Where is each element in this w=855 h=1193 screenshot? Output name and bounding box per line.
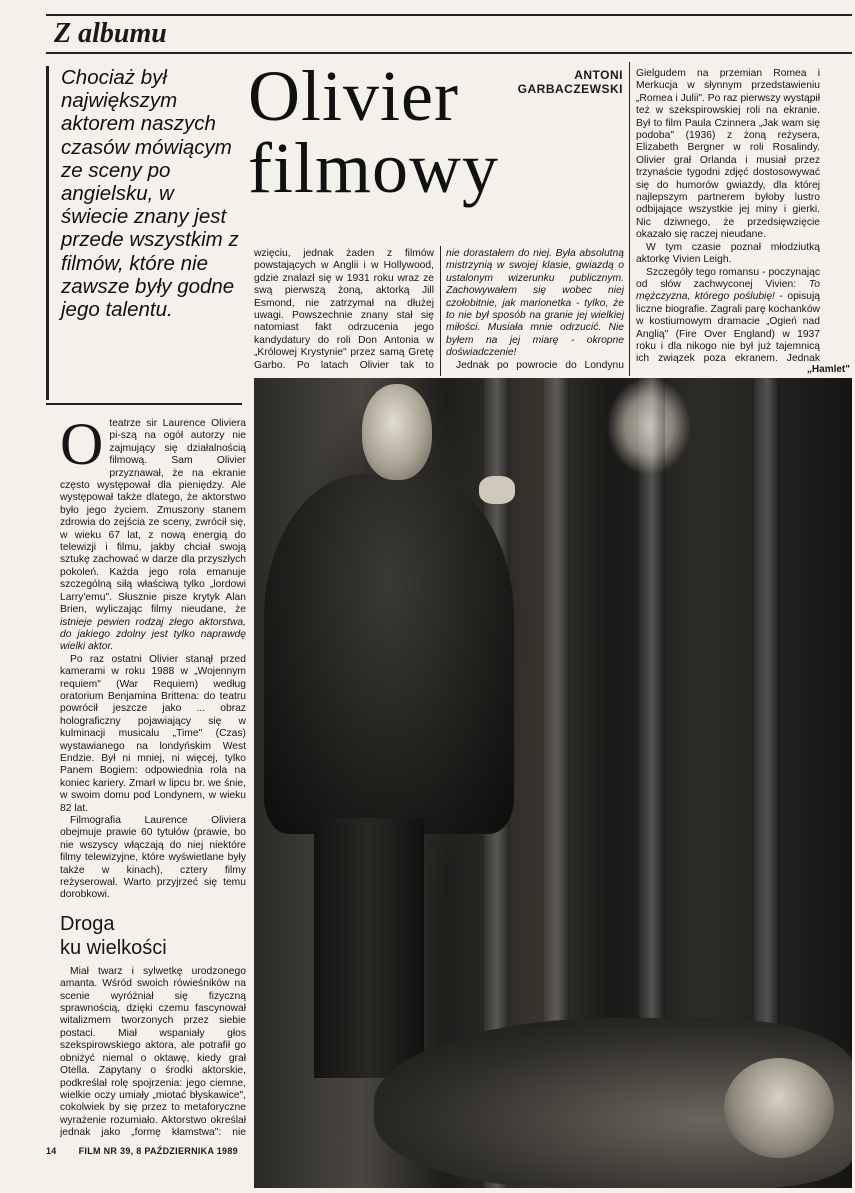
author-first-name: ANTONI	[574, 68, 623, 82]
paragraph: Filmografia Laurence Oliviera obejmuje prawie 60 tytułów (prawie, bo nie wszyscy włączają do niej niektóre filmy telewizyjne, które wyświetlane były także w kinach), cztery filmy reżyserował. Warto przyjrzeć się temu dorobkowi.	[60, 815, 246, 901]
paragraph-emphasis: To mężczyzna, którego poślubię!	[636, 278, 820, 303]
lying-figure-head	[724, 1058, 834, 1158]
drop-cap: O	[60, 418, 104, 477]
page-number: 14	[46, 1146, 57, 1156]
article-column-2	[254, 248, 434, 372]
photo-caption: „Hamlet"	[806, 364, 850, 375]
column-rule	[629, 62, 630, 376]
article-column-1	[60, 418, 246, 1140]
column-rule	[440, 246, 441, 376]
paragraph: Jednak po powrocie do Londynu	[456, 359, 624, 371]
paragraph-emphasis: istnieje pewien rodzaj złego aktorstwa, do jakiego zdolny jest tylko naprawdę wielki aktor.	[60, 616, 246, 653]
paragraph: Po raz ostatni Olivier stanął przed kamerami w roku 1988 w „Wojennym requiem" (War Requiem) według oratorium Benjamina Brittena: do teatru powrócił jeszcze jako ... obraz holograficzny pojawiający się w kulminacji musicalu „Time" (Czas) wystawianego na londyńskim West Endzie. Był ni mniej, ni więcej, tylko Panem Bogiem: odpowiednia rola na koniec kariery. Zmarł w lipcu br. we śnie, w swoim domu pod Londynem, w wieku 82 lat.	[60, 653, 246, 814]
section-label: Z albumu	[54, 18, 167, 49]
paragraph: W tym czasie poznał młodziutką aktorkę Vivien Leigh.	[636, 241, 820, 266]
article-column-4	[636, 68, 820, 364]
author-last-name: GARBACZEWSKI	[517, 82, 623, 96]
subheading-line-2: ku wielkości	[60, 936, 167, 959]
article-title	[248, 56, 538, 208]
subheading	[60, 912, 246, 960]
paragraph	[60, 418, 246, 654]
section-header	[46, 14, 852, 54]
page-footer	[46, 1146, 252, 1156]
paragraph	[254, 248, 434, 372]
article-column-3	[446, 248, 624, 372]
author-byline	[505, 68, 623, 96]
issue-info: FILM NR 39, 8 PAŹDZIERNIKA 1989	[78, 1146, 238, 1156]
paragraph: Miał twarz i sylwetkę urodzonego amanta. Wśród swoich rówieśników na scenie wyróżniał się fizyczną sprawnością, dzięki czemu fascynował witalizmem tworzonych przez siebie postaci. Miał wspaniały głos szekspirowskiego aktora, ale potrafił go obniżyć niemal o oktawę, kiedy grał Otella. Zapytany o środki aktorskie, podkreślał rolę spojrzenia: jego ciemne, wielkie oczy umiały „miotać błyskawice", cokolwiek by się przez to metaforyczne wyrażenie rozumiało. Aktorstwo określał jednak jako „formę kłamstwa": nie	[60, 965, 246, 1139]
paragraph	[636, 267, 820, 365]
paragraph-text: teatrze sir Laurence Oliviera pi-szą na ogół autorzy nie zajmujący się działalnością filmową. Sam Olivier przyznawał, że na ekranie często występował dla pieniędzy. Ale występował także dlatego, że aktorstwo było jego życiem. Zmuszony stanem zdrowia do zejścia ze sceny, zwrócił się, w wieku 67 lat, z nową energią do telewizji i filmu, jakby chciał swoją sztukę zachować w darze dla przyszłych pokoleń. Każda jego rola emanuje szczególną siłą właściwą tylko „lordowi Larry'emu". Słusznie pisze krytyk Alan Brien, wyliczając filmy nieudane, że	[60, 418, 246, 616]
title-line-1: Olivier	[248, 56, 459, 136]
standing-figure-legs	[314, 818, 424, 1078]
title-line-2: filmowy	[248, 128, 499, 208]
paragraph-emphasis: nie dorastałem do niej. Była absolutną mistrzynią w swojej klasie, gwiazdą o ustalonym wizerunku publicznym. Zachowywałem się wobec niej czołobitnie, jak marionetka - tylko, że to nie był sposób na granie jej wielkiej miłości. Musiała mnie odrzucić. Nie byłem na jej miarę - okropne doświadczenie!	[446, 248, 624, 359]
paragraph-text: Szczegóły tego romansu - poczynając od słów zachwyconej Vivien:	[636, 266, 820, 290]
paragraph-text: - opisują liczne biografie. Zagrali parę kochanków w kostiumowym dramacie „Ogień nad Anglią" (Fire Over England) w 1937 roku i dla nikogo nie był już tajemnicą ich związek poza ekranem. Jednak	[636, 291, 820, 364]
paragraph	[446, 248, 624, 360]
paragraph-text: wzięciu, jednak żaden z filmów powstających w Anglii i w Hollywood, gdzie znalazł się w 1931 roku wraz ze swą pierwszą żoną, aktorką Jill Esmond, nie zatrzymał na dłużej uwagi. Powszechnie znany stał się natomiast fakt odrzucenia jego kandydatury do roli Don Antonia w „Królowej Krystynie" przez samą Gretę Garbo. Po latach Olivier tak to	[254, 248, 434, 371]
figure-hand	[479, 476, 515, 504]
intro-lead: Chociaż był największym aktorem naszych czasów mówiącym ze sceny po angielsku, w świecie znany jest przede wszystkim z filmów, które nie zawsze były godne jego talentu.	[46, 66, 242, 400]
standing-figure-body	[264, 474, 514, 834]
paragraph: Gielgudem na przemian Romea i Merkucja w słynnym przedstawieniu „Romea i Julii". Po raz pierwszy wystąpił też w szekspirowskiej roli na ekranie. Był to film Paula Czinnera „Jak wam się podoba" (1936) z żoną reżysera, Elizabeth Bergner w roli Rosalindy. Olivier grał Orlanda i musiał przez trzynaście tygodni zdjęć dostosowywać się do humorów gwiazdy, dla której najlepszym partnerem byłoby lustro odbijające wszystkie jej miny i gierki. Nic dziwnego, że przedsięwzięcie okazało się raczej nieudane.	[636, 68, 820, 241]
standing-figure-head	[362, 384, 432, 480]
subheading-line-1: Droga	[60, 912, 115, 935]
hamlet-photo	[254, 378, 852, 1188]
